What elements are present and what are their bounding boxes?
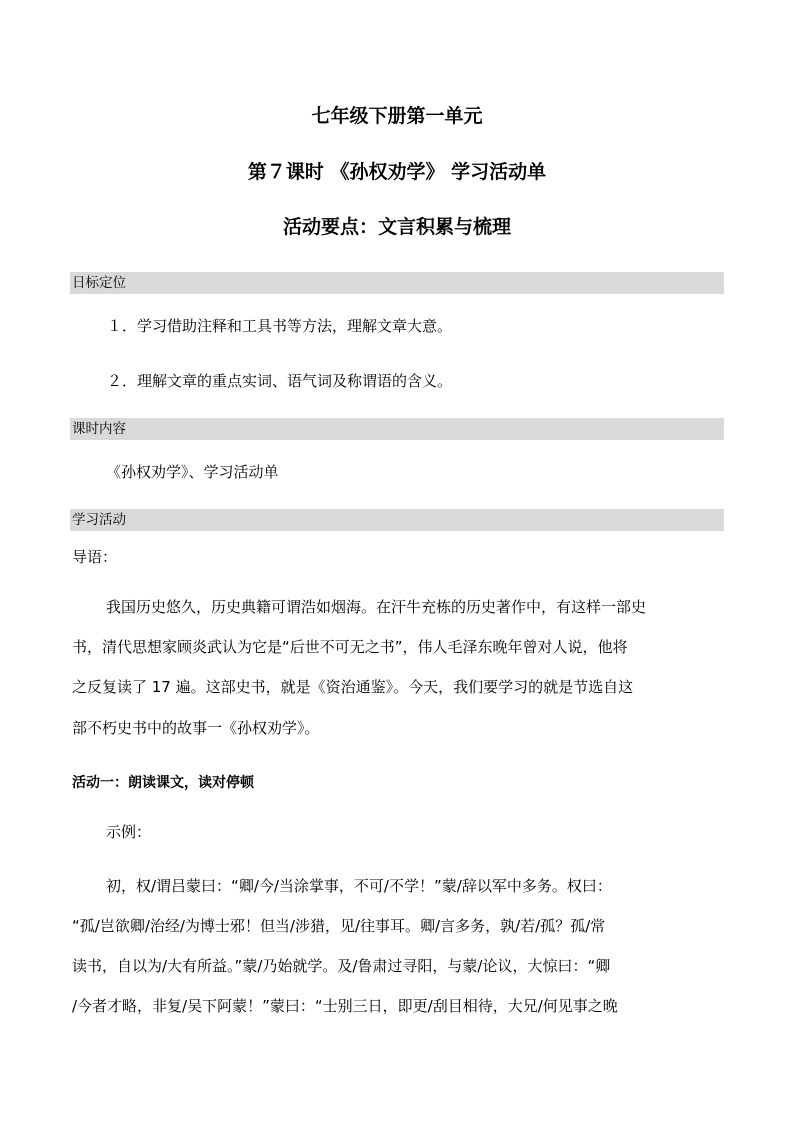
example-line-4: /今者才略，非复/吴下阿蒙！”蒙曰：“士别三日，即更/刮目相待，大兄/何见事之晚	[72, 997, 618, 1015]
goal-item-2: ２．理解文章的重点实词、语气词及称谓语的含义。	[107, 372, 453, 390]
example-label: 示例：	[106, 823, 152, 841]
unit-title: 七年级下册第一单元	[311, 105, 483, 127]
goal-section-heading: 日标定位	[70, 272, 724, 294]
example-line-2: “孤/岂欲卿/治经/为博士邪！但当/涉猎，见/往事耳。卿/言多务，孰/若/孤？孤/常	[72, 917, 606, 935]
example-line-3: 读书，自以为/大有所益。”蒙/乃始就学。及/鲁肃过寻阳，与蒙/论议，大惊曰：“卿	[72, 957, 611, 975]
goal-item-1: １．学习借助注释和工具书等方法，理解文章大意。	[107, 317, 453, 335]
intro-label: 导语：	[72, 548, 118, 566]
intro-line-3: 之反复读了 17 遍。这部史书，就是《资治通鉴》。今天，我们要学习的就是节选自这	[72, 678, 634, 696]
intro-line-1: 我国历史悠久，历史典籍可谓浩如烟海。在汗牛充栋的历史著作中，有这样一部史	[106, 598, 647, 616]
content-text: 《孙权劝学》、学习活动单	[106, 463, 279, 481]
activity-section-heading: 学习活动	[70, 509, 724, 531]
content-section-heading: 课时内容	[70, 418, 724, 440]
activity-focus-title: 活动要点：文言积累与梳理	[282, 216, 511, 238]
lesson-title: 第７课时 《孙权劝学》 学习活动单	[247, 161, 547, 183]
intro-line-2: 书，清代思想家顾炎武认为它是“后世不可无之书”，伟人毛泽东晚年曾对人说，他将	[72, 638, 628, 656]
intro-line-4: 部不朽史书中的故事一《孙权劝学》。	[72, 719, 320, 737]
example-line-1: 初，权/谓吕蒙曰：“卿/今/当涂掌事，不可/不学！”蒙/辞以军中多务。权曰：	[106, 877, 612, 895]
activity-one-title: 活动一：朗读课文，读对停顿	[72, 775, 254, 791]
